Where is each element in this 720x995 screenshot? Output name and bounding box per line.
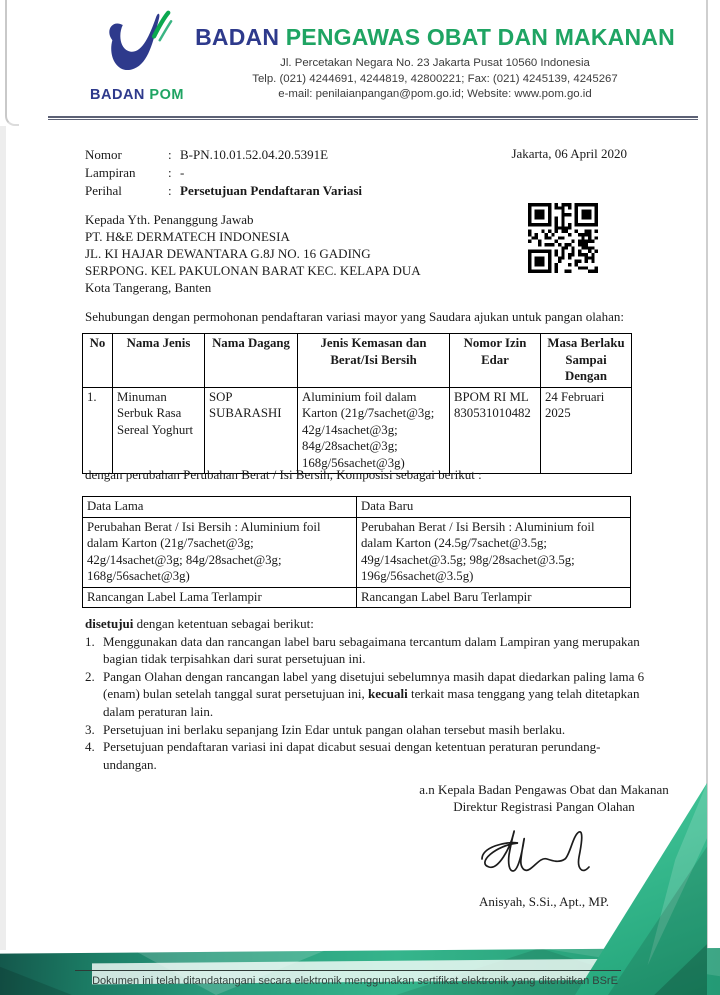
bpom-logo-icon [99, 8, 175, 80]
perihal-colon: : [168, 183, 172, 198]
agency-address-line2: Telp. (021) 4244691, 4244819, 42800221; Fax: (021) 4245139, 4245267 [252, 72, 618, 85]
header-no: No [83, 334, 113, 388]
approval-conditions [85, 615, 652, 773]
header-jenis-kemasan: Jenis Kemasan dan Berat/Isi Bersih [298, 334, 450, 388]
approval-lead-bold: disetujui [85, 616, 134, 631]
data-baru-header: Data Baru [357, 497, 631, 518]
condition-4-number: 4. [85, 739, 95, 755]
cell-no: 1. [83, 387, 113, 474]
lampiran-label: Lampiran [85, 165, 136, 180]
corner-wedge [575, 783, 707, 995]
signature-authority-line2: Direktur Registrasi Pangan Olahan [453, 799, 635, 814]
agency-title-badan: BADAN [195, 24, 280, 50]
condition-item-2 [85, 668, 652, 721]
table-row [83, 387, 632, 474]
condition-4-text: Persetujuan pendaftaran variasi ini dapat dicabut sesuai dengan ketentuan peraturan perundang-undangan. [103, 739, 601, 772]
condition-2-bold: kecuali [367, 686, 408, 702]
qr-code [528, 203, 598, 273]
recipient-line3: JL. KI HAJAR DEWANTARA G.8J NO. 16 GADING [85, 246, 371, 261]
comparison-footer-row [83, 587, 631, 608]
product-table [82, 333, 632, 474]
cell-masa-berlaku: 24 Februari 2025 [541, 387, 632, 474]
cell-nama-dagang: SOP SUBARASHI [205, 387, 298, 474]
condition-3-number: 3. [85, 721, 95, 737]
logo-caption-pom: POM [149, 87, 184, 103]
cell-jenis-kemasan: Aluminium foil dalam Karton (21g/7sachet@3g; 42g/14sachet@3g; 84g/28sachet@3g; 168g/56sachet@3g) [298, 387, 450, 474]
logo-caption-badan: BADAN [90, 87, 145, 103]
nomor-value: B-PN.10.01.52.04.20.5391E [180, 147, 329, 162]
agency-address [185, 56, 685, 103]
change-intro-paragraph: dengan perubahan Perubahan Berat / Isi Bersih, Komposisi sebagai berikut : [85, 467, 482, 482]
data-baru-body: Perubahan Berat / Isi Bersih : Aluminium foil dalam Karton (24.5g/7sachet@3.5g; 49g/14sachet@3.5g; 98g/28sachet@3.5g; 196g/56sachet@3.5g) [357, 517, 631, 587]
data-lama-body: Perubahan Berat / Isi Bersih : Aluminium foil dalam Karton (21g/7sachet@3g; 42g/14sachet@3g; 84g/28sachet@3g; 168g/56sachet@3g) [83, 517, 357, 587]
recipient-line5: Kota Tangerang, Banten [85, 280, 212, 295]
condition-1-text: Menggunakan data dan rancangan label baru sebagaimana tercantum dalam Lampiran yang merupakan bagian tidak terpisahkan dari surat persetujuan ini. [103, 633, 640, 667]
meta-lampiran [85, 164, 362, 182]
signatory-name: Anisyah, S.Si., Apt., MP. [478, 894, 610, 909]
condition-2-text [103, 668, 652, 721]
data-baru-footer: Rancangan Label Baru Terlampir [357, 587, 631, 608]
recipient-block [85, 211, 421, 296]
meta-nomor [85, 146, 362, 164]
nomor-label: Nomor [85, 147, 122, 162]
approval-lead [85, 615, 652, 633]
comparison-body-row [83, 517, 631, 587]
meta-perihal [85, 182, 362, 200]
data-lama-footer: Rancangan Label Lama Terlampir [83, 587, 357, 608]
condition-2-pre: Pangan Olahan dengan rancangan label yang disetujui sebelumnya masih dapat diedarkan paling lama 6 (enam) bulan setelah tanggal surat persetujuan ini, [103, 668, 645, 702]
recipient-line2: PT. H&E DERMATECH INDONESIA [85, 229, 290, 244]
condition-item-3 [85, 721, 652, 739]
letterhead-divider [48, 116, 698, 120]
condition-2-post: terkait masa tenggang yang telah ditetapkan dalam peraturan lain. [103, 686, 640, 719]
comparison-table [82, 496, 631, 608]
lampiran-colon: : [168, 165, 172, 180]
logo-caption [72, 87, 202, 103]
footer-divider [75, 970, 621, 971]
letterhead [185, 24, 685, 103]
agency-address-line3: e-mail: penilaianpangan@pom.go.id; Website: www.pom.go.id [278, 88, 592, 100]
page-left-edge-line [5, 0, 19, 126]
city-date: Jakarta, 06 April 2020 [511, 146, 627, 161]
header-nama-dagang: Nama Dagang [205, 334, 298, 388]
comparison-header-row [83, 497, 631, 518]
footer-disclaimer: Dokumen ini telah ditandatangani secara elektronik menggunakan sertifikat elektronik yang diterbitkan BSrE [92, 975, 618, 987]
condition-item-1 [85, 633, 652, 668]
approval-lead-rest: dengan ketentuan sebagai berikut: [133, 616, 314, 631]
recipient-line4: SERPONG. KEL PAKULONAN BARAT KEC. KELAPA DUA [85, 263, 421, 278]
condition-item-4 [85, 738, 652, 773]
agency-title-rest: PENGAWAS OBAT DAN MAKANAN [285, 24, 675, 50]
data-lama-header: Data Lama [83, 497, 357, 518]
cell-nomor-izin: BPOM RI ML 830531010482 [450, 387, 541, 474]
condition-2-number: 2. [85, 668, 95, 684]
agency-address-line1: Jl. Percetakan Negara No. 23 Jakarta Pusat 10560 Indonesia [280, 57, 590, 69]
header-nama-jenis: Nama Jenis [113, 334, 205, 388]
header-masa-berlaku: Masa Berlaku Sampai Dengan [541, 334, 632, 388]
condition-3-text: Persetujuan ini berlaku sepanjang Izin Edar untuk pangan olahan tersebut masih berlaku. [103, 721, 566, 737]
bpom-logo [72, 8, 202, 103]
lampiran-value: - [180, 165, 185, 180]
perihal-label: Perihal [85, 183, 122, 198]
page-left-edge-strip [0, 126, 6, 950]
nomor-colon: : [168, 147, 172, 162]
recipient-line1: Kepada Yth. Penanggung Jawab [85, 212, 254, 227]
product-table-header-row [83, 334, 632, 388]
header-nomor-izin: Nomor Izin Edar [450, 334, 541, 388]
agency-title [185, 24, 685, 51]
cell-nama-jenis: Minuman Serbuk Rasa Sereal Yoghurt [113, 387, 205, 474]
intro-paragraph: Sehubungan dengan permohonan pendaftaran variasi mayor yang Saudara ajukan untuk pangan olahan: [85, 309, 624, 324]
signature-authority-line1: a.n Kepala Badan Pengawas Obat dan Makanan [419, 782, 669, 797]
letter-meta [85, 146, 362, 200]
condition-1-number: 1. [85, 633, 95, 649]
perihal-value: Persetujuan Pendaftaran Variasi [180, 183, 362, 198]
